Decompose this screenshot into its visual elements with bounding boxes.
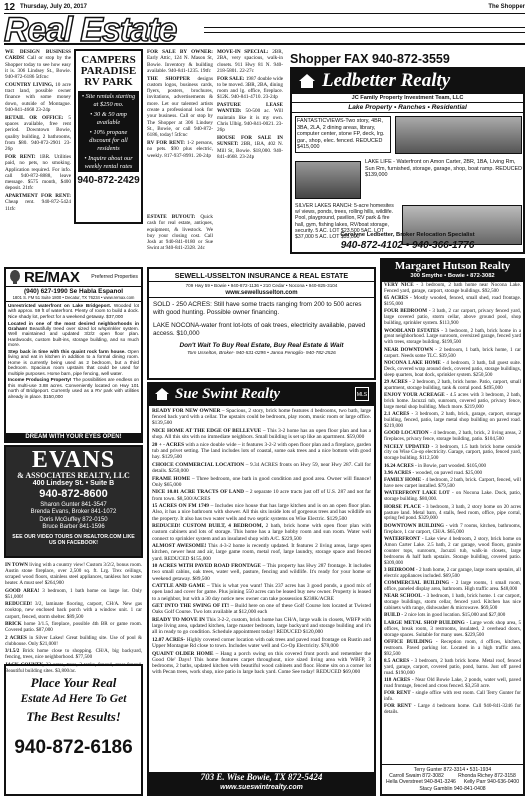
house-photo-1 (395, 116, 522, 154)
classifieds-col2 (147, 49, 213, 214)
campers-title-1: CAMPERS (81, 54, 136, 66)
list-item: READY FOR NEW OWNER – Spacious, 2 story, brick home features 4 bedrooms, two bath, large fenced back yard with a cellar. The upstairs could be bedroom, play room, music room or large office. $139,500 (152, 408, 372, 427)
list-item: 3 BEDROOM - 2 bath home, 2 car garage, large room upstairs, all electric appliances included. $69,500 (384, 566, 521, 579)
list-item: FOR RENT - single office with rest room. Call Terry Gunter for info. (384, 690, 521, 703)
classifieds-col1 (5, 49, 71, 269)
remax-phone: (940) 627-1990 Se Habla Espanol (23, 288, 124, 295)
sewell-slogan: Don't Wait To Buy Real Estate, Buy Real Estate & Wait (179, 342, 344, 349)
ledbetter-agent: Carolyne Ledbetter, Broker Relocation Specialist (340, 232, 475, 238)
list-item: Located in one of the most desired neighborhoods in Graham! Beautifully treed over sized lot w/sprinkler system. Well maintained and updated 3/2/2 open floor plan. Hardwoods, custom built-ins, storage building, and so much more. (8, 320, 139, 348)
list-item: WATERFRONT - Lake view 4 bedroom, 2 story, brick home on Amon Carter Lake. 2.5 bath, 2 car garage, wood floors, granite counter tops, sunroom, Jacuzzi tub, walk-in closets, large bedrooms & half bath upstairs. Storage building, covered patio. $309,000 (384, 535, 521, 566)
sewell-lake: LAKE NOCONA-water front lot-lots of oak trees, electricity available, paved access. $10,000 (153, 322, 366, 337)
campers-bullet: • Inquire about our weekly rental rates (84, 155, 133, 170)
list-item: HOUSE FOR SALE IN SUNSET: 2BR, 1BA, 402 N. Mill St, Bowie. $18,000. 940-841-4668. 23-24p (217, 135, 284, 160)
list-item: FAMILY HOME - 4 bedroom, 2 bath, brick. Carport, fenced, will have new carpet installed. $79,500 (384, 477, 521, 490)
estate-buyout-item: ESTATE BUYOUT: Quick cash for real estate, antiques, equipment, & livestock. We buy your closing cost. Call Josh at 940-841-0180 or Sue Swint at 940-841-2328. 24c (147, 214, 213, 252)
header-date: Thursday, July 20, 2017 (20, 4, 87, 10)
sue-swint-address: 703 E. Wise Bowie, TX 872-5424 (200, 772, 323, 782)
list-item: FOR RENT - Large 4 bedroom home. Call 940-841-3246 for details. (384, 703, 521, 716)
evans-ad (4, 445, 143, 558)
evans-agent: Bruce Barber 841-1596 (42, 524, 105, 531)
list-item: JACK COUNTY, 33 acres, trees, 2 tanks, fenced, cross-fenced. Beautiful building sites. $3,800/ac. (5, 661, 142, 674)
sewell-name: SEWELL-USSELTON INSURANCE & REAL ESTATE (149, 269, 374, 282)
section-banner (4, 11, 525, 49)
mls-icon: MLS (355, 387, 369, 401)
campers-paradise-ad (74, 49, 143, 224)
header-paper: The Shopper (488, 4, 525, 10)
ledbetter-silver-lakes: SILVER LAKES RANCH: 5-acre homesites w/ views, ponds, trees, rolling hills, wildlife. Pool, playground, pavilion, RV park & fire hall, gym, fishing lakes, RV/boat storage, security. 5 AC. LOT $23,500 5AC. LOT $37,000 5 AC. LOT $55,000 (295, 203, 394, 241)
ledbetter-name: Ledbetter Realty (322, 70, 451, 91)
list-item: 29 ACRES - 2 bedroom, 2 bath, brick home. Patio, carport, small apartment, storage building, tank & corral pond. $495,000 (384, 378, 521, 391)
campers-bullet: • Site rentals starting at $250 mo. (81, 93, 136, 108)
sewell-ad (147, 267, 376, 380)
sewell-sold: SOLD - 250 ACRES: Still have some tracts ranging from 200 to 500 acres with good hunting. Possible owner financing. (153, 301, 362, 316)
evans-phone: 940-872-8600 (39, 488, 108, 500)
list-item: GOOD AREA! 3 bedroom, 1 bath home on large lot. Only $51,000! (5, 587, 142, 600)
list-item: IN TOWN living with a country view! Custom 3/2/2, bonus room. Austin stone fireplace, over 2,500 sq. ft. Lrg. Trex ceilings, scraped wood floors, stainless steel appliances, tankless hot water heater. A must see! $264,900 (5, 562, 142, 587)
balloon-icon (9, 270, 21, 290)
list-item: BUILD - 2 nice lots in good location. $15,000 and $27,000 (384, 612, 506, 619)
ledbetter-ad (290, 67, 525, 254)
ledbetter-tagline: Lake Property • Ranches • Residential (292, 103, 523, 113)
remax-listings (6, 302, 141, 401)
list-item: RETAIL OR OFFICE: 5 spaces available, free rent period. Downtown Bowie, quality building, 2 bathrooms, from $80. 940-872-2901 23-26p (5, 114, 72, 153)
page-number: 12 (4, 2, 16, 13)
list-item: NEAR DOWNTOWN - 2 bedroom, 1 bath, brick home, 1 car carport. Needs some TLC. $39,500 (384, 346, 521, 359)
sewell-agents: Tom Usselton, Broker- 940-531-0295 • Janna Fenoglio- 940-782-2526 (187, 351, 336, 356)
list-item: Income Producing Property! The possibilities are endless on this multi-use 3.88 acres. Conveniently located on Hwy 101 north of Bridgeport. Currently used as a RV park with utilities already in place. $150,000 (8, 377, 140, 399)
house-icon (298, 72, 316, 90)
list-item: NICELY UPDATED - 3 bedroom, 1.5 bath brick home outside city on Wise Co-op electricity. Garage, carport, patio, fenced yard, storage building. $112,500 (384, 443, 522, 462)
hutson-ad (380, 258, 525, 796)
list-item: WATERFRONT LAKE LOT - on Nocona Lake. Dock, patio, storage building. $80,000. (384, 490, 522, 503)
list-item: WOODLAND ESTATES - 3 bedroom, 2 bath, brick home in a great neighborhood. Large sunroom, oversized garage, fenced yard with trees, storage building. $199,500 (384, 327, 521, 346)
evans-agent: Brenda Evans, Broker 841-1072 (30, 509, 117, 516)
place-ad-promo (4, 661, 143, 796)
remax-dream: DREAM WITH YOUR EYES OPEN! (6, 433, 141, 441)
list-item: COUNTRY LIVING, 10 acre tract land, possible owner finance with some money down, outside of Montague. 940-841-4668 23-24p (5, 81, 71, 114)
list-item: REDUCED! 3/2, laminate flooring, carport, CH/A. New gas cooktop, new enclosed back porch with a window unit. 1 car carport, fenced, storm shelter. $89,500 (5, 601, 142, 620)
campers-bullet: • 30 & 50 amp available (90, 111, 127, 126)
place-ad-phone: 940-872-6186 (14, 737, 133, 758)
shopper-fax: Shopper FAX 940-872-3559 (290, 52, 450, 66)
list-item: 10 ACRES WITH PAVED ROAD FRONTAGE – This property has Hwy 287 frontage. It includes two small cabins, oak trees, water well, pasture, fencing and wildlife. It's ready for your home or weekend getaway. $89,500 (152, 563, 372, 582)
list-item: LARGE METAL SHOP BUILDING - Large work shop area, 5 offices, break room, 3 restrooms, insulated, 2 overhead doors, storage spaces. Suitable for many uses. $229,500 (384, 619, 521, 638)
ledbetter-lake-life: LAKE LIFE - Waterfront on Amon Carter, 2BR, 1BA, Living Rm, Sun Rm, furnished, storage, garage, shop, boat ramp. REDUCED $139,000 (365, 159, 523, 179)
evans-agent: Sharon Gunter 841-3547 (40, 502, 107, 508)
sue-swint-name: Sue Swint Realty (175, 386, 281, 402)
list-item: NICE HOME AT THE EDGE OF BELLEVUE – This 3-2 home has an open floor plan and has a shop. All this sits with no immediate neighbors. Small building is set up like an apartment. $59,000 (152, 428, 372, 441)
list-item: 118 ACRES - Near Old Bowie Lake, 2 ponds, water well, paved road frontage, fenced and cross fenced. $3,250 acre. (384, 677, 521, 689)
ledbetter-fantastic: FANTASTICVIEWS-Two story, 4BR, 3BA, 2LA, 2 dining areas, library, computer center, stone FP, deck, lrg. gar., shop, elec. fenced. REDUCED $415,000 (295, 116, 391, 153)
list-item: RV FOR RENT: 1-2 persons, no pets. $90 plus electric, weekly. 817-937-8991. 20-24p (147, 139, 214, 159)
list-item: QUAINT OLDER HOME – Hang a porch swing on this covered front porch and remember the Good Ole' Days! This home features carpet throughout, nice sized living area with WBFP, 3 bedrooms, 2 baths, updated kitchen with beautiful wood cabinets and floor. Home sits on a corner lot with Pecan trees, work shop, nice patio in large back yard. Come See today! REDUCED $69,000 (152, 650, 371, 676)
sewell-address: 709 Hwy 59 • Bowie • 940-872-1136 • 210 Cedar • Nocona • 940-825-3104 (185, 283, 338, 288)
remax-address: 1801 S. FM 51 Suite 1800 • Decatur, TX 76234 • www.remax.com (6, 295, 141, 302)
hutson-sub: 300 Smythe • Bowie • 872-3082 (410, 273, 495, 279)
list-item: 2.1 ACRES - 3 bedroom, 2 bath, brick, garage, carport, storage building, fenced, patio, large metal shop building on paved road. $219,000 (384, 411, 521, 430)
place-ad-line2: Estate Ad Here To Get (20, 693, 127, 705)
list-item: CHOICE COMMERCIAL LOCATION – 9.34 ACRES fronts on Hwy 59, near Hwy 287. Call for details. $250,000 (152, 461, 371, 474)
ledbetter-phones: 940-872-4102 • 940-366-1776 (340, 240, 475, 251)
place-ad-line3: The Best Results! (26, 709, 121, 724)
list-item: CATTLE AND GAME – This is what you want! This 237 acres has 3 good ponds, a good mix of open land and cover for game. Plus joining 550 acres can be leased buy new owner. Property is leased to a neighbor, but with a 30 day notice new owner can take possession $238K/ACRE (152, 583, 372, 602)
list-item: NEAR SCHOOL - 3 bedroom, 1 bath, brick home. 1 car carport, storage buildings, storm cellar, fenced yard. Kitchen has nice cabinets with range, dishwasher & microwave. $69,500 (384, 593, 521, 612)
list-item: THE SHOPPER designs custom logos, business cards, flyers, posters, brochures, invitations, advertisements & more. Let our talented artists create a professional look for your business. Call or stop by The Shopper at 306 Lindsey St., Bowie, or call 940-872-6186, today! 5tfcnc (147, 75, 213, 139)
list-item: NICE 10.01 ACRE TRACTS OF LAND – 2 separate 10 acre tracts just off of U.S. 287 and not far from town. $8,500/ACRES (152, 489, 372, 502)
list-item: READY TO MOVE IN This 3-2-2, custom, brick home has CH/A, large walk in closets, WBFP with large living area, updated kitchen, large master bedroom, large backyard and storage building and it's all in ready to go condition. Schedule appointment today! REDUCED $120,000 (152, 616, 371, 636)
list-item: ALMOST AWESOME! This 4-3-2 home is recently updated. It features 2 living areas, large open kitchen, newer heat and air, large game room, metal roof, large laundry, storage space and fenced yard. REDUCED $155,000 (152, 543, 371, 562)
list-item: FOR SALE: 1987 double wide to be moved. 3BR, 2BA, dining room and lg. office, fireplace. $12K. 940-841-4710. 23-24p (217, 75, 283, 101)
campers-phone: 940-872-2429 (77, 175, 140, 187)
evans-agent: Doris McGuffey 872-0150 (39, 516, 108, 523)
remax-name: RE/MAX (24, 269, 80, 286)
evans-sub: & ASSOCIATES REALTY, LLC (17, 471, 130, 480)
campers-title-3: RV PARK (84, 76, 133, 88)
list-item: COMMERCIAL BUILDING - 2 large rooms, 1 small room, office, paneled display area, bathroom. High traffic area. $48,000 (384, 580, 521, 593)
list-item: REDUCED! CUSTOM BUILT, 4 BEDROOM, 2 bath, brick home with open floor plan with custom cabinets and lots of storage. This home has a large hobby room and sun room. Water well connect to sprinkler system and an insulated shop with A/C. $229,500 (152, 523, 371, 542)
list-item: 16.24 ACRES - in Bowie, part wooded. $105,000 (384, 462, 487, 469)
list-item: 15 ACRES ON FM 1749 – Includes nice house that has large kitchen and is on an open floor plan. Also, it has a nice bathroom with shower. All this sits inside lots of gorgeous trees and has wildlife on the property. It also has two water wells and two septic systems on Wise Electric. $129,500 (152, 503, 371, 522)
sue-swint-listings (149, 406, 374, 679)
evans-address: 400 Lindsey St. • Suite B (32, 480, 115, 487)
classifieds-col3 (217, 49, 283, 261)
list-item: GET INTO THE SWING OF IT! – Build here on one of these Golf Course lots located at Twisted Oaks Golf Course. Two lots available at $12,000 each (152, 603, 371, 616)
list-item: 65 ACRES - Mostly wooded, fenced, small shed, road frontage. $195,000 (384, 295, 522, 308)
list-item: 20 + - ACRES with a nice double wide – it features 3-2-2 with open floor plan and a fireplace, garden tub and privet setting. The land includes lots of coastal, some oak trees and a nice bottom with good hay. $129,500 (152, 441, 371, 461)
list-item: Step back in time with this quaint rock farm house. Open living and eat in kitchen in addition to a formal dining room. Home is currently being used as 2 bedroom, but a third bedroom. Spacious room upstairs that could be used for multiple purposes. Horse barn, pipe fencing, well water. (8, 349, 139, 376)
list-item: 2 ACRES in Silver Lakes! Great building site. Use of pool & clubhouse. Only $21,000! (5, 634, 143, 647)
list-item: MOVE-IN SPECIAL: 2BR, 2BA, very spacious, walk-in closets. 911 Hwy 81 N. 940-218-5801. 22-27c (217, 49, 283, 74)
list-item: 3.96 ACRES - wooded, on paved road. $25,000 (384, 469, 483, 476)
house-icon (154, 386, 170, 407)
list-item: 3/1.5/2 Brick home close to shopping. CH/A, big backyard, fencing, trees, nice neighborhood. $77,500 (5, 648, 142, 661)
evans-web: SEE OUR VIDEO TOURS ON REALTOR.COM LIKE US ON FACEBOOK! (12, 533, 135, 546)
list-item: FRAME HOME – Three bedroom, one bath in good condition and good area. Owner will finance! Only $65,000 (152, 475, 371, 488)
list-item: FOUR BEDROOM - 3 bath, 2 car carport, privacy fenced yard, large covered patio, storm cellar, above ground pool, shop building, sprinkler system. $113,900 (384, 308, 521, 327)
section-title: Real Estate (4, 11, 177, 49)
list-item: 8.5 ACRES - 3 bedroom, 2 bath brick home. Metal roof, fenced yard, garage, carport, covered patio, pond, barns. Just off paved road. $190,000 (384, 657, 521, 676)
hutson-agents: Terry Gunter 872-3314 • 531-1934 Carroll Swaim 872-3082 Rhonda Richey 872-3158 Hella Overstreet 940-841-3246 Kelly Parr 940-636-0400 Stacy Gamblin 940-841-0408 (382, 764, 523, 792)
sewell-website: www.sewellusselton.com (149, 289, 374, 298)
campers-bullet: • 10% propane discount for all residents (89, 129, 128, 152)
list-item: ENJOY YOUR ACREAGE - 4.5 acres with 3 bedroom, 2 bath, brick home. Jacuzzi tub, sunroom, covered patio, privacy fence, large metal shop building. Much more. $219,000 (384, 392, 521, 410)
evans-name: EVANS (31, 447, 116, 473)
house-photo-3 (402, 205, 522, 245)
remax-ad (4, 267, 143, 443)
hutson-listings (382, 282, 523, 719)
remax-sub: Preferred Properties (91, 274, 138, 280)
house-photo-2 (295, 161, 361, 199)
list-item: NOCONA LAKE HOME - 4 bedroom, 3 bath, fall guest suite. Deck, covered wrap around deck, covered patio, storage buildings, sleep quarters, boat dock, sprinkler system. $250,500 (384, 359, 521, 378)
list-item: OFFICE BUILDING - Reception room, 4 offices, kitchen, restroom. Paved parking lot. Located in a high traffic area. $92,500 (384, 638, 522, 657)
ledbetter-sub: JC Family Property Investment Team, LLC (292, 94, 523, 103)
campers-title-2: PARADISE (80, 65, 137, 77)
sue-swint-website: www.sueswintrealty.com (220, 784, 303, 791)
list-item: WE DESIGN BUSINESS CARDS! Call or stop by the Shopper today to see how easy it is. 306 Lindsey St., Bowie. 940-872-6186 5tfcnc (5, 49, 72, 81)
list-item: VERY NICE - 3 bedroom, 2 bath home near Nocona Lake. Fenced yard, garage, carport, storage buildings. $92,500 (384, 282, 521, 294)
sue-swint-ad (147, 382, 376, 796)
list-item: Unrestricted waterfront on Lake Bridgeport. Wooded lot with approx. 59 ft of waterfront. Plenty of room to build a dock. Nice shady lot, perfect for a weekend getaway. $37,000 (8, 303, 139, 319)
list-item: FOR SALE BY OWNER: Early Attic, 124 N. Mason St, Bowie. Inventory & building available. 940-841-1235. 19tfc (147, 49, 213, 74)
list-item: 12.07 ACRES- Highly coveted corner location with oak trees and paved road frontage on Rustin and Upper Montague Rd close to town. Includes water well and Co-Op Electricity. $78,000 (152, 636, 371, 650)
list-item: FOR RENT: 1BR. Utilities paid, no pets, no smoking. Application required. For info. call 940-872-8888, leave message. $575 month, $400 deposit. 21tfc (5, 153, 71, 192)
list-item: PASTURE LEASE WANTED: 50-500 ac. Will maintain like it is my own. Chris Ulbig. 940-841-0021. 23-26p (217, 102, 283, 134)
list-item: GOOD LOCATION - 4 bedroom, 2 bath, brick, 2 living areas, 2 fireplaces, privacy fence, storage building, patio. $104,500 (384, 430, 521, 443)
evans-listings (5, 562, 143, 674)
hutson-name: Margaret Hutson Realty (394, 260, 511, 272)
place-ad-line1: Place Your Real (30, 675, 117, 690)
list-item: DOWNTOWN BUILDING - with 7 rooms, kitchen, bathrooms, fireplace, 1 car carport, CH/A. $65,000 (384, 522, 522, 535)
list-item: BRICK home 3/1.5, fireplace, possible 4th BR or game room. Covered patio. $87,000 (5, 621, 142, 634)
list-item: HORSE PLACE - 3 bedroom, 3 bath, 2 story home on 20 acres pasture land. Metal barn, 4 stalls, feed room, office, pipe corral, spring fed pond. $329,000 (384, 503, 521, 522)
list-item: APARTMENT FOR RENT: Cheap rent. 940-872-5424 11tfc (5, 193, 71, 212)
